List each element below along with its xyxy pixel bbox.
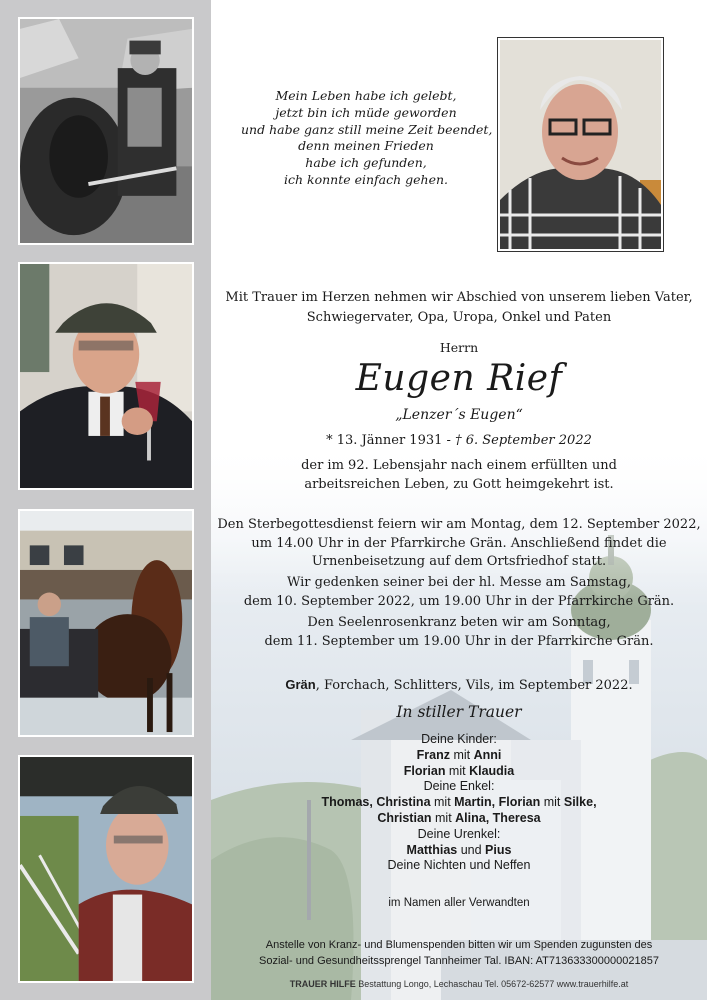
rosary-line: dem 11. September um 19.00 Uhr in der Pfarrkirche Grän. bbox=[264, 633, 654, 649]
funeral-text bbox=[211, 516, 707, 572]
name-anni: Anni bbox=[473, 747, 502, 762]
name-christina: Christina bbox=[376, 795, 431, 810]
comma: , bbox=[485, 810, 493, 825]
und-text: und bbox=[457, 842, 486, 857]
donation-text bbox=[211, 938, 707, 969]
poem-line: und habe ganz still meine Zeit beendet, bbox=[241, 121, 493, 137]
name-klaudia: Klaudia bbox=[469, 763, 515, 778]
date-separator: - bbox=[442, 433, 456, 448]
poem-line: jetzt bin ich müde geworden bbox=[275, 104, 457, 120]
place-rest: , Forchach, Schlitters, Vils, im September 2022. bbox=[315, 678, 633, 693]
mass-line: Wir gedenken seiner bei der hl. Messe am Samstag, bbox=[287, 575, 631, 590]
funeral-line: Den Sterbegottesdienst feiern wir am Montag, dem 12. September 2022, bbox=[217, 517, 701, 532]
grandchildren-line-1 bbox=[211, 795, 707, 811]
photo-horse-parade bbox=[18, 509, 194, 737]
poem-line: habe ich gefunden, bbox=[305, 155, 427, 171]
obituary-content bbox=[211, 0, 707, 1000]
great-grandchildren-label: Deine Urenkel: bbox=[417, 826, 501, 841]
portrait-photo bbox=[497, 37, 664, 252]
place-first: Grän bbox=[285, 677, 316, 692]
mit-text: mit bbox=[430, 795, 455, 810]
death-date: † 6. September 2022 bbox=[455, 433, 592, 448]
name-pius: Pius bbox=[485, 842, 512, 857]
poem-line: Mein Leben habe ich gelebt, bbox=[275, 88, 457, 103]
comma: , bbox=[491, 795, 499, 810]
poem bbox=[241, 88, 491, 189]
name-silke: Silke bbox=[563, 795, 594, 810]
in-stiller-trauer: In stiller Trauer bbox=[396, 703, 522, 721]
grandchildren-label: Deine Enkel: bbox=[423, 779, 495, 794]
funeral-line: um 14.00 Uhr in der Pfarrkirche Grän. Anschließend findet die bbox=[251, 535, 667, 551]
birth-date: * 13. Jänner 1931 bbox=[326, 433, 443, 448]
mit-text: mit bbox=[540, 795, 564, 810]
intro-line: Mit Trauer im Herzen nehmen wir Abschied von unserem lieben Vater, bbox=[225, 290, 693, 305]
donation-line: Anstelle von Kranz- und Blumenspenden bitten wir um Spenden zugunsten des bbox=[265, 939, 653, 951]
photo-man-with-wine bbox=[18, 262, 194, 490]
rosary-text bbox=[211, 614, 707, 651]
family-list bbox=[211, 732, 707, 874]
mit-text: mit bbox=[449, 747, 474, 762]
name-alina: Alina bbox=[455, 810, 486, 825]
life-line: arbeitsreichen Leben, zu Gott heimgekehrt ist. bbox=[304, 476, 614, 492]
footer-text: Bestattung Longo, Lechaschau Tel. 05672-62577 www.trauerhilfe.at bbox=[355, 979, 629, 989]
poem-line: ich konnte einfach gehen. bbox=[283, 171, 449, 187]
footer-brand: TRAUER HILFE bbox=[289, 979, 356, 989]
child-florian bbox=[211, 764, 707, 780]
photo-man-with-cow bbox=[18, 17, 194, 245]
children-label: Deine Kinder: bbox=[421, 732, 497, 746]
comma: , bbox=[593, 795, 597, 810]
name-florian: Florian bbox=[403, 763, 446, 778]
name-florian2: Florian bbox=[498, 795, 541, 810]
intro-text bbox=[211, 288, 707, 328]
great-grandchildren bbox=[211, 843, 707, 859]
name-matthias: Matthias bbox=[406, 842, 458, 857]
mit-text: mit bbox=[431, 810, 456, 825]
name-thomas: Thomas bbox=[321, 795, 370, 810]
name-theresa: Theresa bbox=[492, 810, 541, 825]
photo-sidebar bbox=[0, 0, 211, 1000]
relatives-line: im Namen aller Verwandten bbox=[388, 897, 530, 909]
place-date bbox=[211, 676, 707, 696]
comma: , bbox=[369, 795, 377, 810]
life-dates bbox=[211, 433, 707, 448]
deceased-name: Eugen Rief bbox=[355, 358, 563, 399]
mass-line: dem 10. September 2022, um 19.00 Uhr in der Pfarrkirche Grän. bbox=[243, 593, 675, 609]
mit-text: mit bbox=[445, 763, 470, 778]
child-franz bbox=[211, 748, 707, 764]
name-martin: Martin bbox=[454, 795, 492, 810]
nieces-nephews: Deine Nichten und Neffen bbox=[387, 858, 531, 873]
salutation: Herrn bbox=[439, 340, 479, 355]
grandchildren-line-2 bbox=[211, 811, 707, 827]
footer bbox=[211, 979, 707, 989]
life-text bbox=[211, 457, 707, 494]
nickname: „Lenzer´s Eugen“ bbox=[395, 407, 523, 423]
name-franz: Franz bbox=[416, 747, 450, 762]
donation-line: Sozial- und Gesundheitssprengel Tannheimer Tal. IBAN: AT713633300000021857 bbox=[259, 954, 659, 967]
intro-line: Schwiegervater, Opa, Uropa, Onkel und Paten bbox=[306, 310, 612, 325]
life-line: der im 92. Lebensjahr nach einem erfüllten und bbox=[301, 458, 617, 473]
name-christian: Christian bbox=[377, 810, 432, 825]
poem-line: denn meinen Frieden bbox=[298, 138, 434, 154]
photo-man-with-hat bbox=[18, 755, 194, 983]
rosary-line: Den Seelenrosenkranz beten wir am Sonntag, bbox=[307, 615, 611, 630]
funeral-line: Urnenbeisetzung auf dem Ortsfriedhof statt. bbox=[311, 554, 607, 569]
mass-text bbox=[211, 574, 707, 611]
